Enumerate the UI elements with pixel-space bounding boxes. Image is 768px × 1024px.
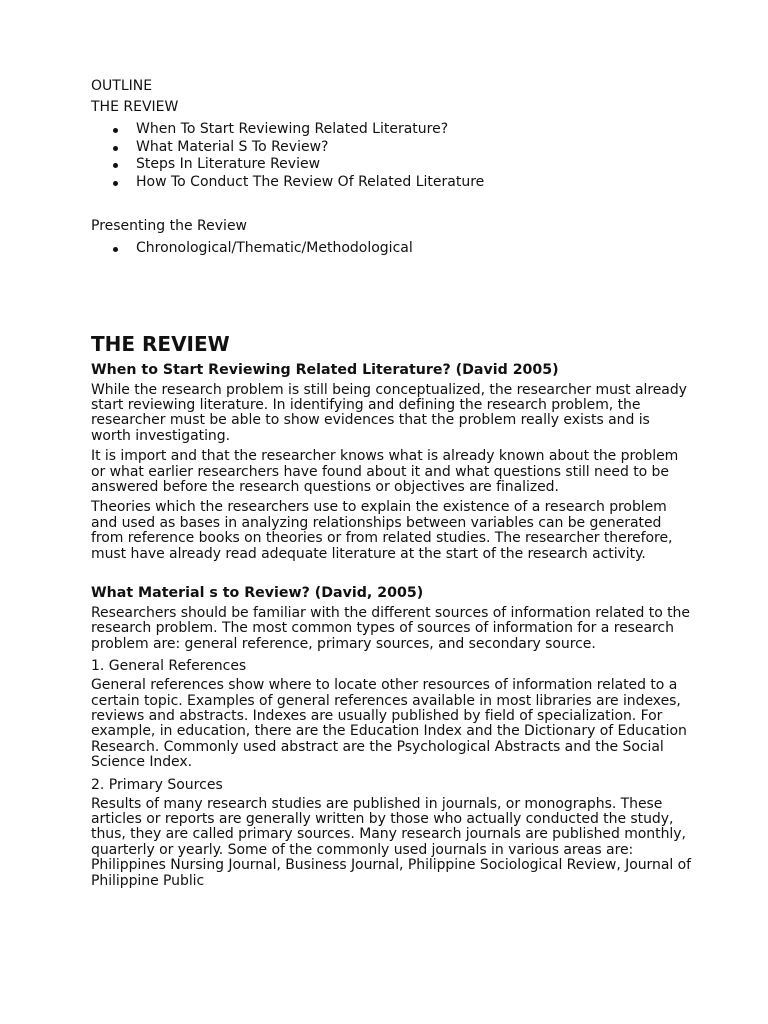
- list-item: [91, 156, 691, 174]
- paragraph: Results of many research studies are published in journals, or monographs. These articles or reports are generally written by those who actually conducted the study, thus, they are called primary sources. Many research journals are published monthly, quarterly or yearly. Some of the commonly used journals in various areas are: Philippines Nursing Journal, Business Journal, Philippine Sociological Review, Journal of Philippine Public: [91, 795, 691, 889]
- list-item-text: Steps In Literature Review: [136, 156, 321, 172]
- section-title-when-to-start: When to Start Reviewing Related Literature? (David 2005): [91, 361, 559, 378]
- list-item-text: Chronological/Thematic/Methodological: [136, 240, 413, 256]
- paragraph: It is import and that the researcher knows what is already known about the problem or what earlier researchers have found about it and what questions still need to be answered before the research questions or objectives are finalized.: [91, 448, 679, 495]
- list-item: [91, 139, 691, 157]
- list-item: [91, 174, 691, 192]
- presenting-title: Presenting the Review: [91, 218, 248, 234]
- paragraph: Researchers should be familiar with the different sources of information related to the research problem. The most common types of sources of information for a research problem are: general reference, primary sources, and secondary source.: [91, 604, 690, 652]
- bullet-icon: [113, 247, 118, 252]
- outline-list: [91, 121, 691, 191]
- list-item-text: When To Start Reviewing Related Literature?: [136, 121, 449, 137]
- bullet-icon: [113, 163, 118, 168]
- section-title-what-materials: What Material s to Review? (David, 2005): [91, 584, 424, 601]
- bullet-icon: [113, 181, 118, 186]
- review-heading: THE REVIEW: [91, 331, 230, 356]
- paragraph: Theories which the researchers use to explain the existence of a research problem and used as bases in analyzing relationships between variables can be generated from reference books on theories or from related studies. The researcher therefore, must have already read adequate literature at the start of the research activity.: [91, 499, 673, 562]
- paragraph: General references show where to locate other resources of information related to a certain topic. Examples of general references available in most libraries are indexes, reviews and abstracts. Indexes are usually published by field of specialization. For example, in education, there are the Education Index and the Dictionary of Education Research. Commonly used abstract are the Psychological Abstracts and the Social Science Index.: [91, 677, 687, 771]
- paragraph: While the research problem is still being conceptualized, the researcher must already start reviewing literature. In identifying and defining the research problem, the researcher must be able to show evidences that the problem really exists and is worth investigating.: [91, 381, 687, 444]
- document-page: [91, 77, 691, 894]
- subsection-title-general-references: 1. General References: [91, 658, 247, 675]
- presenting-list: [91, 240, 691, 258]
- bullet-icon: [113, 128, 118, 133]
- list-item: [91, 240, 691, 258]
- subsection-title-primary-sources: 2. Primary Sources: [91, 776, 223, 793]
- bullet-icon: [113, 146, 118, 151]
- outline-subtitle: THE REVIEW: [91, 99, 179, 115]
- list-item: [91, 121, 691, 139]
- outline-title: OUTLINE: [91, 78, 153, 94]
- list-item-text: How To Conduct The Review Of Related Literature: [136, 173, 485, 190]
- list-item-text: What Material S To Review?: [136, 138, 329, 155]
